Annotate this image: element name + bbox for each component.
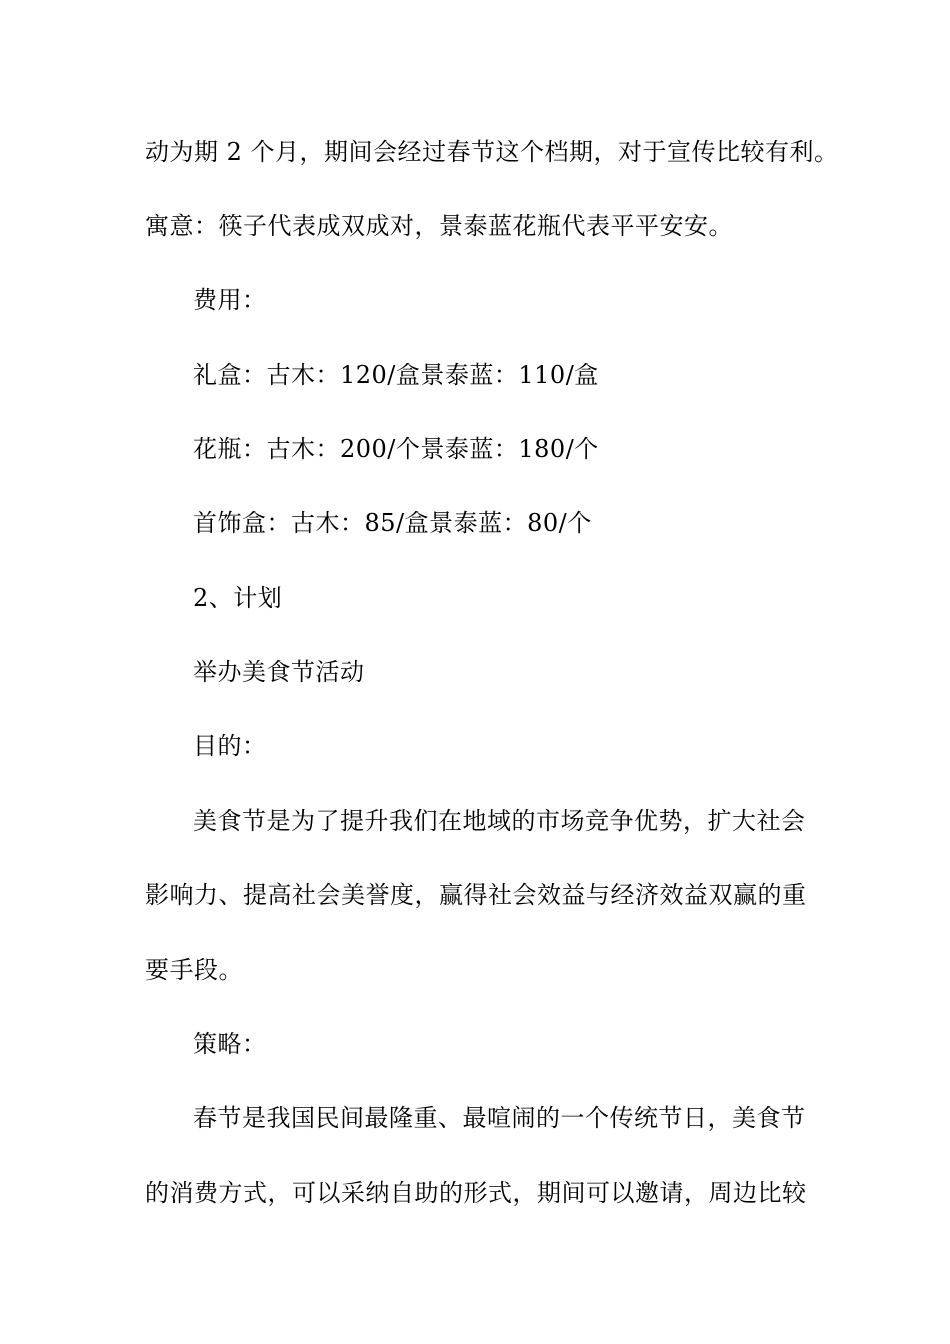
section-heading: 2、计划 bbox=[193, 584, 283, 612]
price-line: 花瓶：古木：200/个景泰蓝：180/个 bbox=[193, 435, 599, 463]
section-label: 目的： bbox=[193, 732, 267, 760]
price-line: 礼盒：古木：120/盒景泰蓝：110/盒 bbox=[193, 361, 599, 389]
price-line: 首饰盒：古木：85/盒景泰蓝：80/个 bbox=[193, 509, 592, 537]
paragraph-line: 影响力、提高社会美誉度，赢得社会效益与经济效益双赢的重 bbox=[145, 881, 807, 909]
paragraph-line: 寓意：筷子代表成双成对，景泰蓝花瓶代表平平安安。 bbox=[145, 212, 733, 240]
paragraph-line: 动为期 2 个月，期间会经过春节这个档期，对于宣传比较有利。 bbox=[145, 138, 839, 166]
section-label: 策略： bbox=[193, 1030, 267, 1058]
paragraph-line: 的消费方式，可以采纳自助的形式，期间可以邀请，周边比较 bbox=[145, 1179, 807, 1207]
paragraph-line: 春节是我国民间最隆重、最喧闹的一个传统节日，美食节 bbox=[193, 1104, 806, 1132]
section-label: 费用： bbox=[193, 286, 267, 314]
paragraph-line: 要手段。 bbox=[145, 956, 243, 984]
activity-title: 举办美食节活动 bbox=[193, 658, 365, 686]
paragraph-line: 美食节是为了提升我们在地域的市场竞争优势，扩大社会 bbox=[193, 807, 806, 835]
